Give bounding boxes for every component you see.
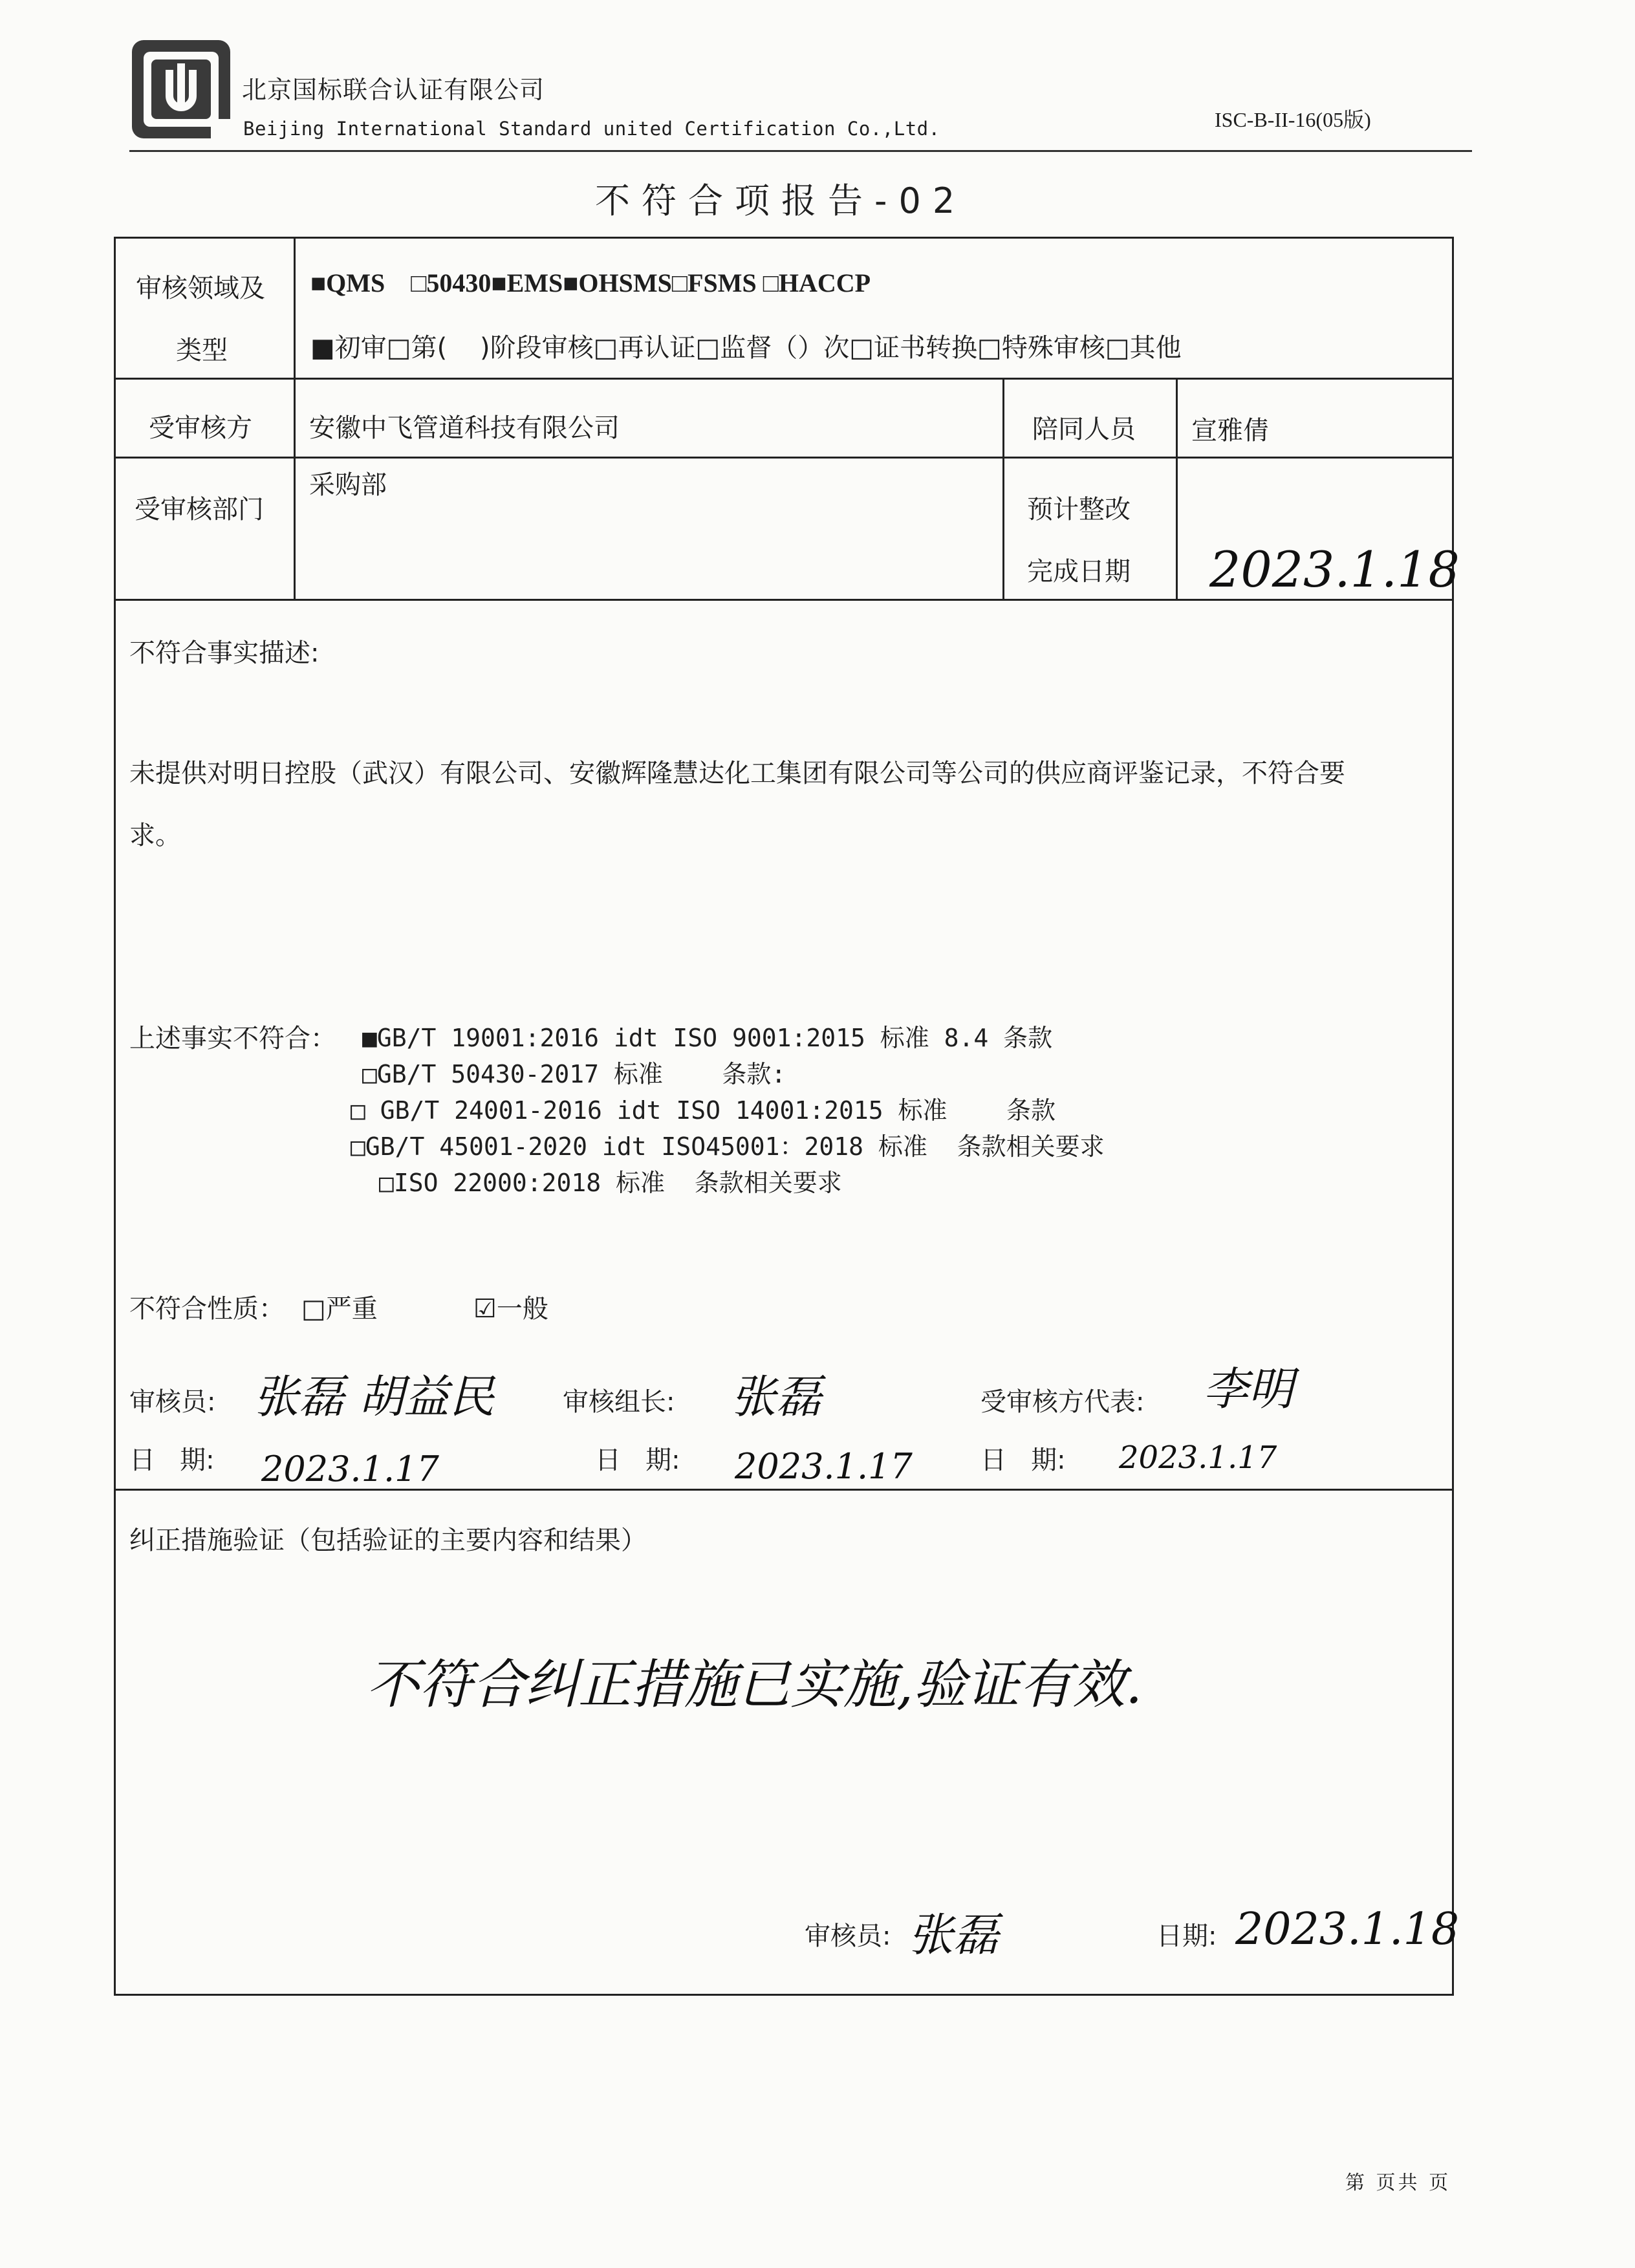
nonconformity-heading: 不符合事实描述:: [129, 638, 319, 668]
header-divider: [129, 150, 1472, 152]
clause-lead: 上述事实不符合：: [129, 1024, 336, 1053]
clause-iso9001: ■GB/T 19001:2016 idt ISO 9001:2015 标准 8.4 条款: [362, 1024, 1053, 1052]
date-value-3: 2023.1.17: [1119, 1440, 1277, 1476]
date-label-3: 日 期:: [980, 1445, 1066, 1475]
nonconformity-text-1: 未提供对明日控股（武汉）有限公司、安徽辉隆慧达化工集团有限公司等公司的供应商评鉴记录，不符合要: [129, 759, 1345, 788]
form-code: ISC-B-II-16(05版): [1215, 108, 1371, 131]
escort-label: 陪同人员: [1032, 415, 1136, 444]
verification-auditor-label: 审核员:: [805, 1921, 891, 1951]
verification-date-label: 日期:: [1156, 1921, 1217, 1951]
rep-signature: 李明: [1203, 1363, 1294, 1416]
company-name-cn: 北京国标联合认证有限公司: [242, 76, 545, 104]
col-divider-escort: [1002, 378, 1004, 599]
audit-systems: ■QMS □50430■EMS■OHSMS□FSMS □HACCP: [310, 268, 871, 297]
verification-heading: 纠正措施验证（包括验证的主要内容和结果）: [129, 1526, 647, 1555]
date-label-2: 日 期:: [595, 1445, 680, 1475]
nature-serious: □严重: [301, 1294, 378, 1324]
due-date-label-2: 完成日期: [1027, 557, 1131, 587]
rep-label: 受审核方代表:: [980, 1387, 1145, 1417]
auditee-label: 受审核方: [149, 413, 252, 443]
row-divider-1: [114, 378, 1454, 380]
audit-scope-label-2: 类型: [176, 336, 228, 365]
document-title: 不符合项报告-02: [595, 180, 967, 221]
auditee-value: 安徽中飞管道科技有限公司: [309, 413, 620, 443]
row-divider-3: [114, 599, 1454, 601]
audit-scope-label-1: 审核领域及: [136, 274, 265, 303]
leader-signature: 张磊: [731, 1370, 821, 1423]
department-value: 采购部: [309, 470, 387, 500]
verification-date-value: 2023.1.18: [1235, 1904, 1460, 1955]
company-logo: [129, 38, 233, 141]
escort-value: 宣雅倩: [1191, 416, 1269, 446]
col-divider-escort-value: [1176, 378, 1178, 599]
clause-iso22000: □ISO 22000:2018 标准 条款相关要求: [379, 1169, 842, 1197]
date-value-2: 2023.1.17: [735, 1446, 913, 1487]
due-date-label-1: 预计整改: [1027, 495, 1131, 524]
page-counter: 第 页共 页: [1345, 2172, 1451, 2194]
clause-iso45001: □GB/T 45001-2020 idt ISO45001：2018 标准 条款相关要求: [351, 1132, 1105, 1161]
due-date-value: 2023.1.18: [1209, 541, 1460, 598]
department-label: 受审核部门: [135, 495, 264, 524]
audit-types: ■初审□第( )阶段审核□再认证□监督（）次□证书转换□特殊审核□其他: [310, 333, 1182, 363]
nature-general: ☑一般: [473, 1294, 548, 1324]
auditor-label: 审核员:: [129, 1387, 216, 1417]
verification-auditor-signature: 张磊: [908, 1908, 999, 1961]
nature-label: 不符合性质：: [129, 1294, 285, 1324]
logo-icon: [129, 38, 233, 141]
auditor-signature: 张磊 胡益民: [254, 1370, 495, 1423]
leader-label: 审核组长:: [563, 1387, 675, 1417]
clause-iso14001: □ GB/T 24001-2016 idt ISO 14001:2015 标准 条款: [351, 1096, 1056, 1125]
date-value-1: 2023.1.17: [261, 1449, 439, 1489]
date-label-1: 日 期:: [129, 1445, 215, 1475]
company-name-en: Beijing International Standard united Certification Co.,Ltd.: [243, 118, 940, 140]
clause-50430: □GB/T 50430-2017 标准 条款:: [362, 1060, 786, 1088]
verification-result: 不符合纠正措施已实施,验证有效.: [366, 1654, 1143, 1716]
col-divider-label: [294, 237, 296, 599]
row-divider-2: [114, 457, 1454, 459]
nonconformity-text-2: 求。: [129, 821, 181, 850]
